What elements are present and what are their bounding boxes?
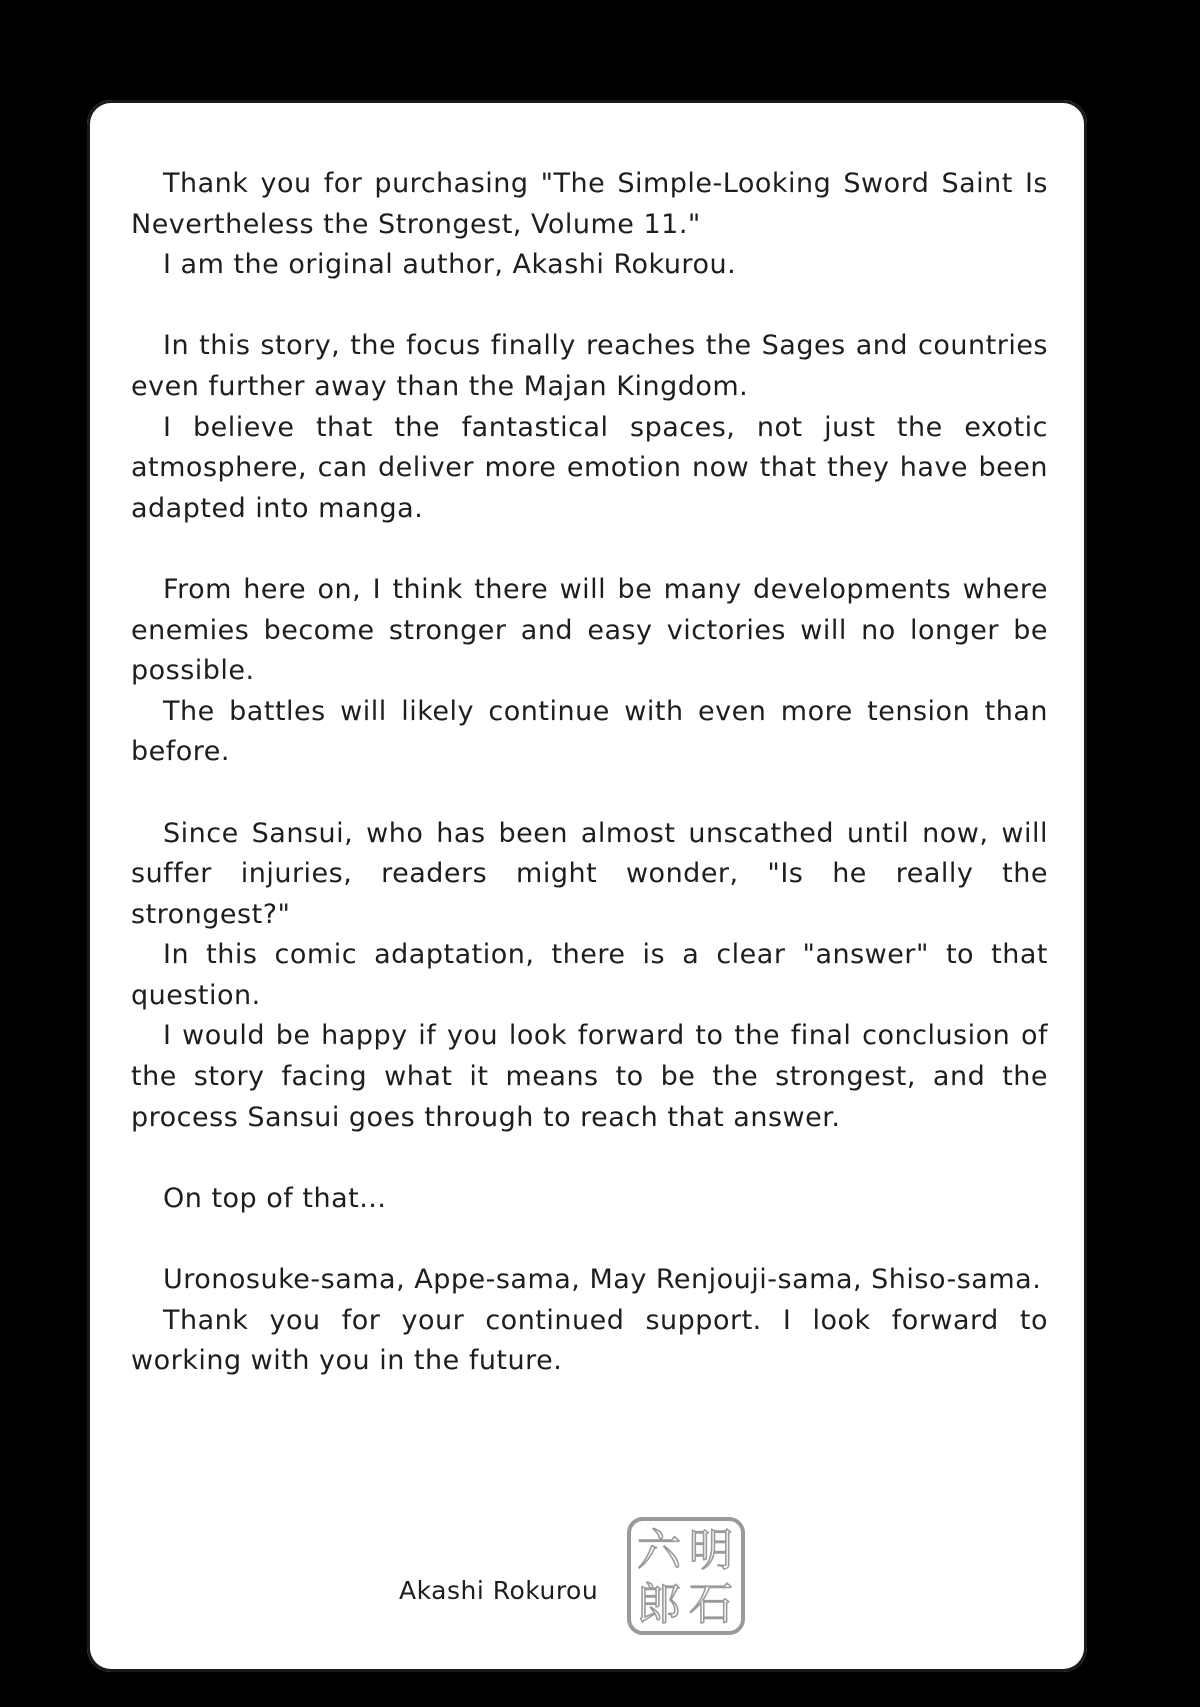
paragraph-line: Since Sansui, who has been almost unscathed until now, will suffer injuries, readers might wonder, "Is he really the strongest?" [131, 817, 1048, 930]
paragraph-line: I believe that the fantastical spaces, not just the exotic atmosphere, can deliver more emotion now that they have been adapted into manga. [131, 411, 1048, 524]
paragraph-line: The battles will likely continue with even more tension than before. [131, 695, 1048, 768]
paragraph-2 [131, 326, 1048, 529]
paragraph-line: I am the original author, Akashi Rokurou. [163, 249, 737, 281]
paragraph-line: Thank you for purchasing "The Simple-Looking Sword Saint Is Nevertheless the Strongest, Volume 11." [131, 168, 1048, 240]
paragraph-line: On top of that... [163, 1182, 387, 1214]
paragraph-line: Uronosuke-sama, Appe-sama, May Renjouji-sama, Shiso-sama. [163, 1264, 1042, 1296]
seal-glyph: 石 [689, 1579, 733, 1630]
paragraph-line: In this story, the focus finally reaches the Sages and countries even further away than the Majan Kingdom. [131, 330, 1048, 402]
paragraph-line: I would be happy if you look forward to the final conclusion of the story facing what it means to be the strongest, and the process Sansui goes through to reach that answer. [131, 1020, 1048, 1133]
paragraph-line: Thank you for your continued support. I look forward to working with you in the future. [131, 1304, 1048, 1377]
paragraph-1 [131, 164, 1048, 286]
afterword-body [131, 164, 1048, 1382]
seal-glyph: 明 [689, 1525, 733, 1576]
paragraph-6 [131, 1260, 1048, 1382]
paragraph-4 [131, 814, 1048, 1139]
paragraph-line: In this comic adaptation, there is a clear "answer" to that question. [131, 939, 1048, 1011]
seal-glyph: 六 [637, 1525, 681, 1576]
author-signature: Akashi Rokurou [399, 1576, 599, 1605]
seal-glyph: 郎 [637, 1579, 681, 1630]
paragraph-3 [131, 570, 1048, 773]
author-seal-stamp [625, 1515, 747, 1637]
paragraph-5 [131, 1179, 1048, 1220]
paragraph-line: From here on, I think there will be many developments where enemies become stronger and easy victories will no longer be possible. [131, 573, 1048, 687]
